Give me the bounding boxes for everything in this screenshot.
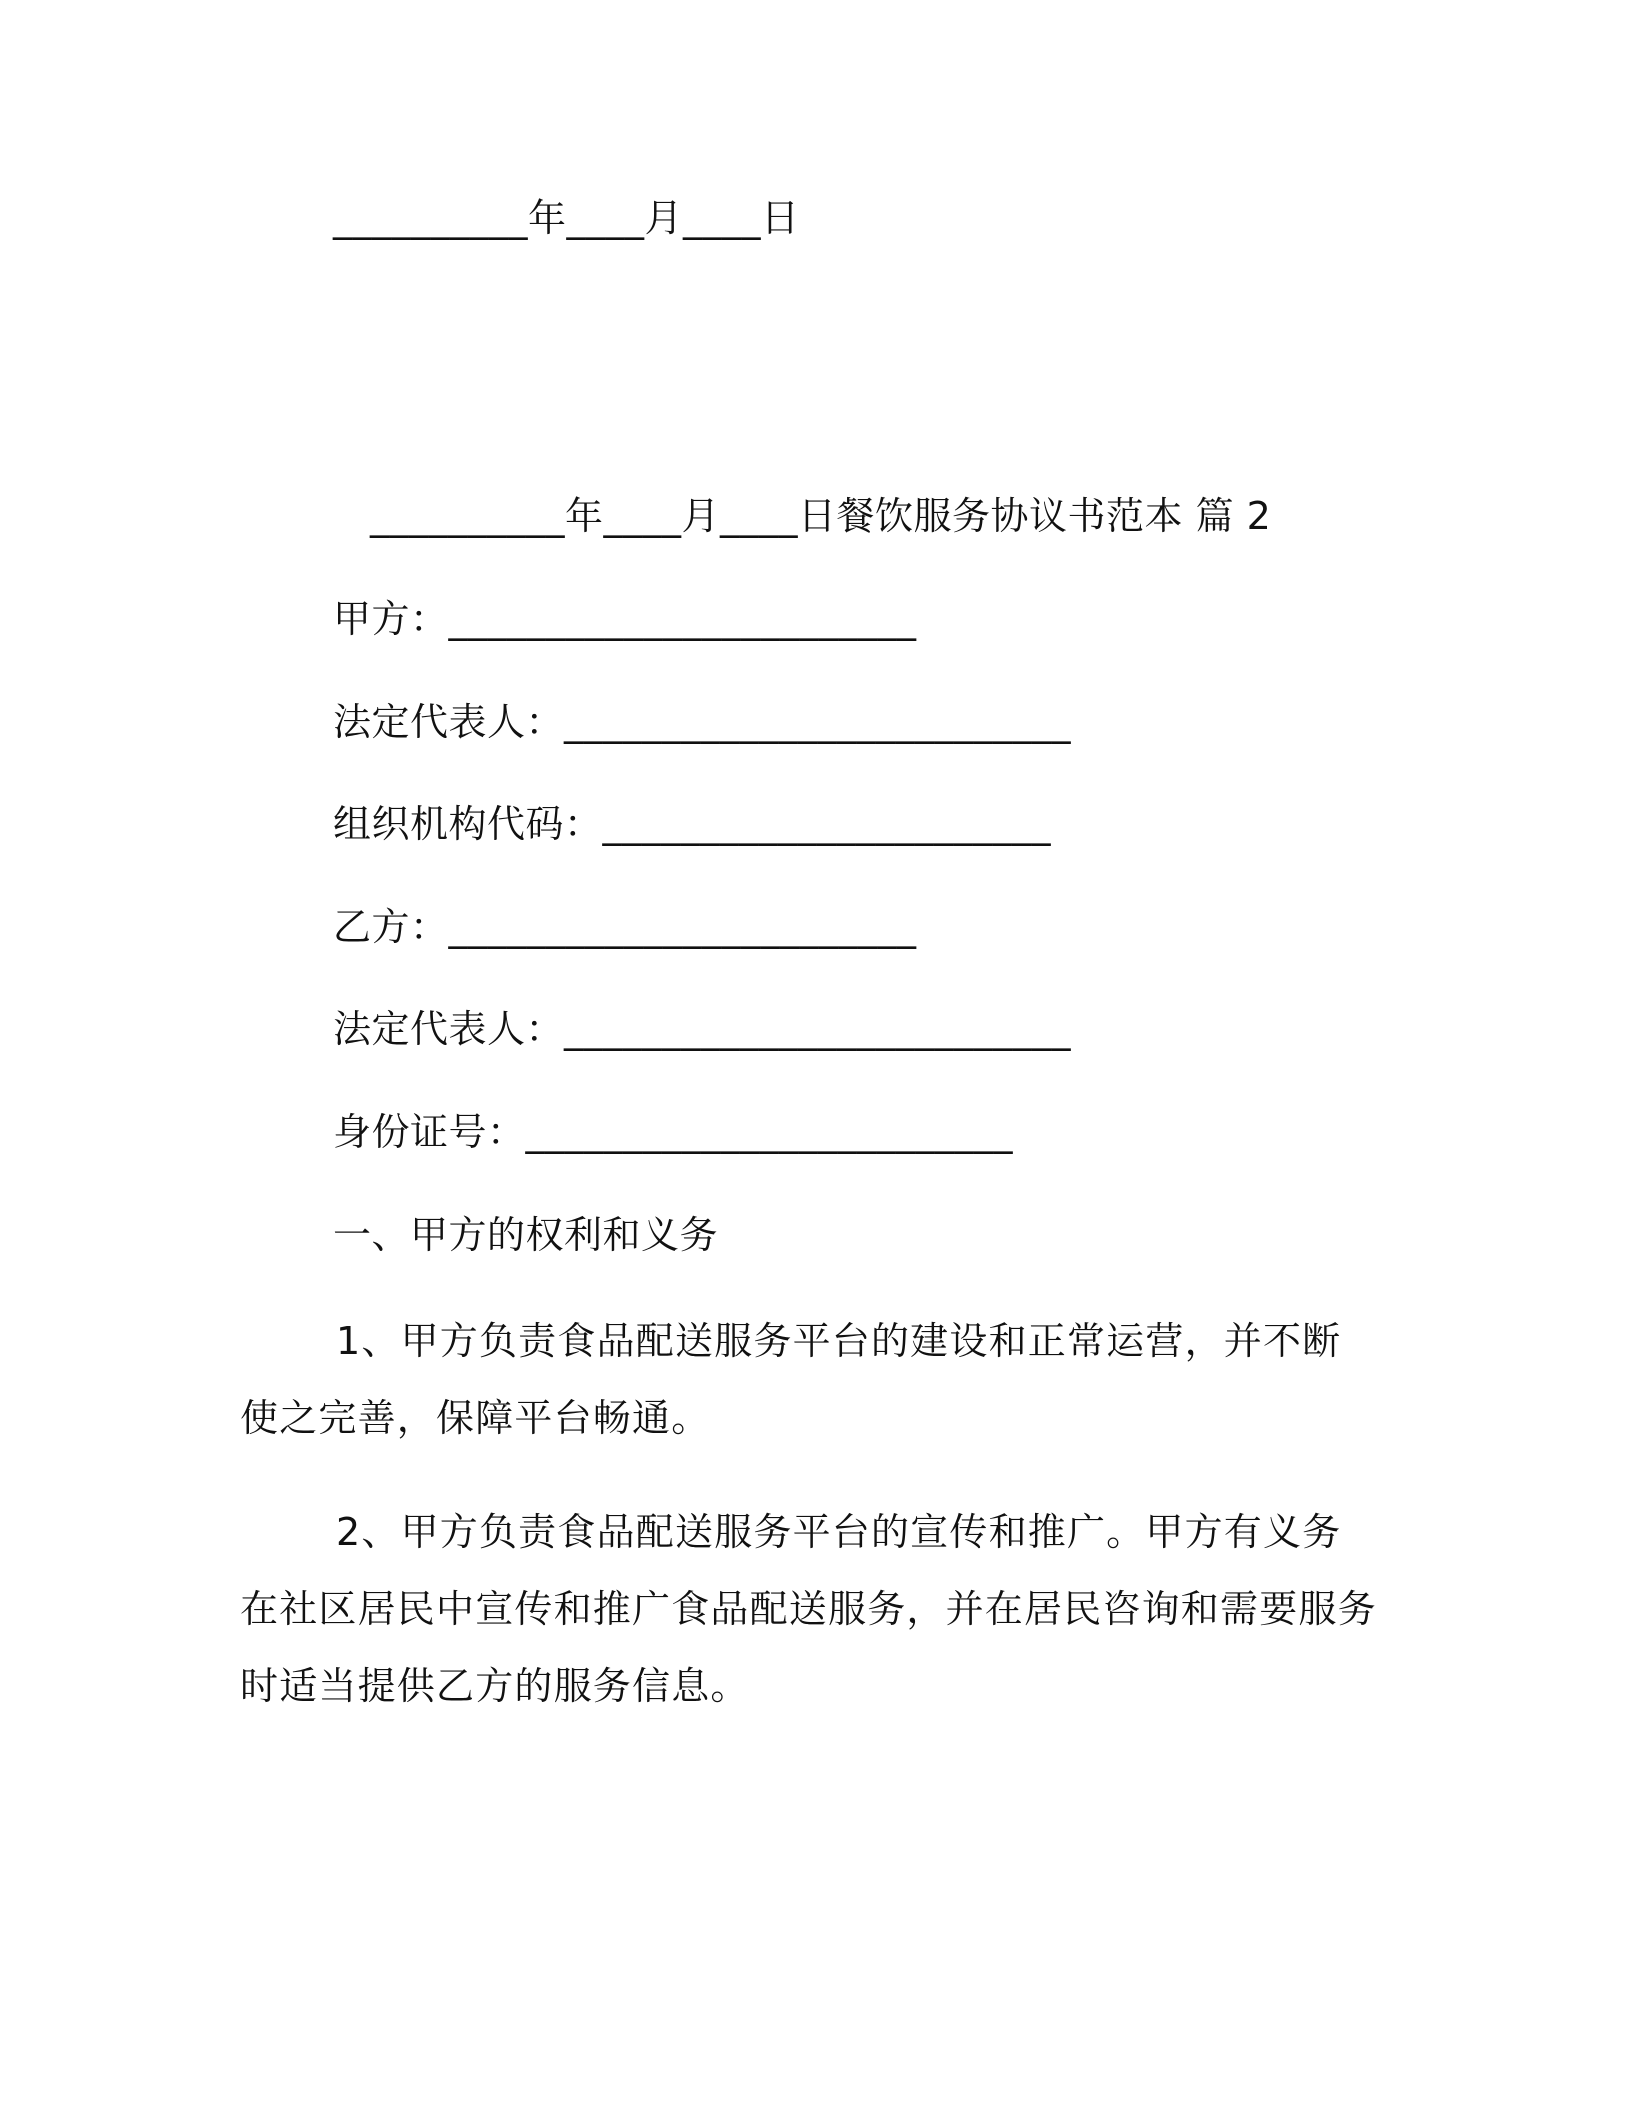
- org-code-field: 组织机构代码：_______________________: [333, 802, 1052, 846]
- party-b-field: 乙方：________________________: [333, 905, 917, 949]
- paragraph-1: 1、甲方负责食品配送服务平台的建设和正常运营，并不断使之完善，保障平台畅通。: [240, 1319, 1342, 1440]
- document-title: __________年____月____日餐饮服务协议书范本 篇 2: [370, 494, 1272, 538]
- id-number-field: 身份证号：_________________________: [333, 1110, 1014, 1154]
- legal-rep-b-field: 法定代表人：__________________________: [333, 1007, 1072, 1051]
- date-line: __________年____月____日: [333, 196, 800, 240]
- legal-rep-a-field: 法定代表人：__________________________: [333, 700, 1072, 744]
- section-heading: 一、甲方的权利和义务: [333, 1213, 719, 1257]
- paragraph-2: 2、甲方负责食品配送服务平台的宣传和推广。甲方有义务在社区居民中宣传和推广食品配送服务，并在居民咨询和需要服务时适当提供乙方的服务信息。: [240, 1510, 1377, 1708]
- party-a-field: 甲方：________________________: [333, 597, 917, 641]
